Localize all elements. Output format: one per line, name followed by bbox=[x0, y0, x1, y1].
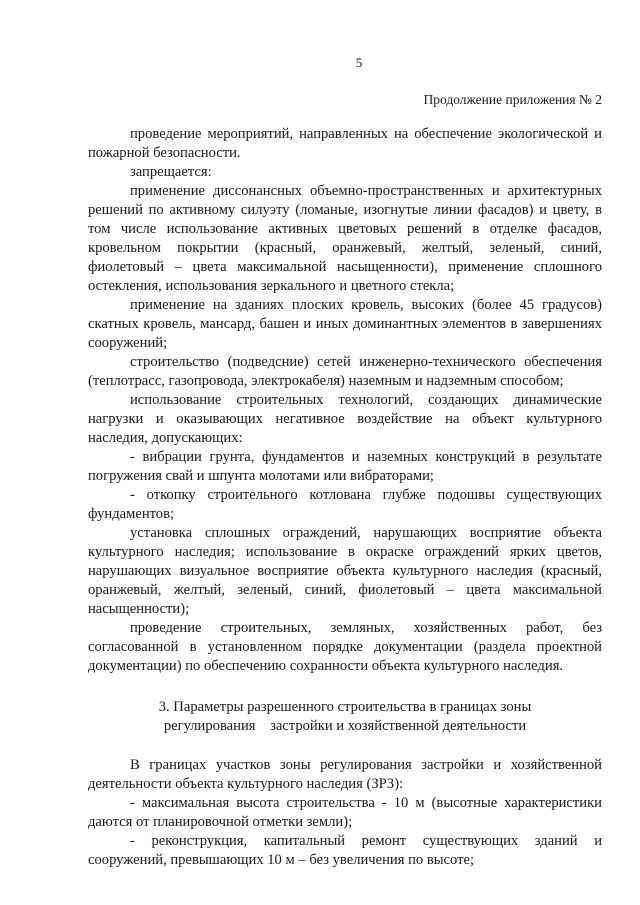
paragraph: строительство (подведсние) сетей инженерно-технического обеспечения (теплотрасс, газопровода, электрокабеля) наземным и надземным способом; bbox=[88, 354, 602, 389]
section-heading-line: регулирования застройки и хозяйственной деятельности bbox=[163, 718, 527, 734]
paragraph: применение на зданиях плоских кровель, высоких (более 45 градусов) скатных кровель, мансард, башен и иных доминантных элементов в завершениях сооружений; bbox=[88, 297, 602, 351]
page-number: 5 bbox=[355, 55, 363, 70]
list-item: - вибрации грунта, фундаментов и наземных конструкций в результате погружения свай и шпунта молотами или вибраторами; bbox=[88, 449, 602, 484]
appendix-continuation-note: Продолжение приложения № 2 bbox=[423, 92, 602, 107]
list-item: - реконструкция, капитальный ремонт существующих зданий и сооружений, превышающих 10 м – без увеличения по высоте; bbox=[88, 833, 602, 868]
paragraph: установка сплошных ограждений, нарушающих восприятие объекта культурного наследия; использование в окраске ограждений ярких цветов, нарушающих визуальное восприятие объекта культурного наследия (красный, оранжевый, желтый, зеленый, синий, фиолетовый – цвета максимальной насыщенности); bbox=[88, 525, 602, 617]
paragraph: использование строительных технологий, создающих динамические нагрузки и оказывающих негативное воздействие на объект культурного наследия, допускающих: bbox=[88, 392, 602, 446]
section-heading bbox=[88, 698, 602, 736]
paragraph: запрещается: bbox=[130, 164, 212, 180]
paragraph: В границах участков зоны регулирования застройки и хозяйственной деятельности объекта культурного наследия (ЗРЗ): bbox=[88, 757, 602, 792]
paragraph: применение диссонансных объемно-пространственных и архитектурных решений по активному силуэту (ломаные, изогнутые линии фасадов) и цвету, в том числе использование активных цветовых решений в отделке фасадов, кровельном покрытии (красный, оранжевый, желтый, зеленый, синий, фиолетовый – цвета максимальной насыщенности), применение сплошного остекления, использования зеркального и цветного стекла; bbox=[88, 183, 602, 294]
list-item: - откопку строительного котлована глубже подошвы существующих фундаментов; bbox=[88, 487, 602, 522]
paragraph: проведение мероприятий, направленных на обеспечение экологической и пожарной безопасности. bbox=[88, 126, 602, 161]
document-body bbox=[88, 125, 602, 870]
section-heading-line: 3. Параметры разрешенного строительства в границах зоны bbox=[158, 699, 532, 715]
list-item: - максимальная высота строительства - 10 м (высотные характеристики даются от планировочной отметки земли); bbox=[88, 795, 602, 830]
paragraph: проведение строительных, земляных, хозяйственных работ, без согласованной в установленном порядке документации (раздела проектной документации) по обеспечению сохранности объекта культурного наследия. bbox=[88, 620, 602, 674]
